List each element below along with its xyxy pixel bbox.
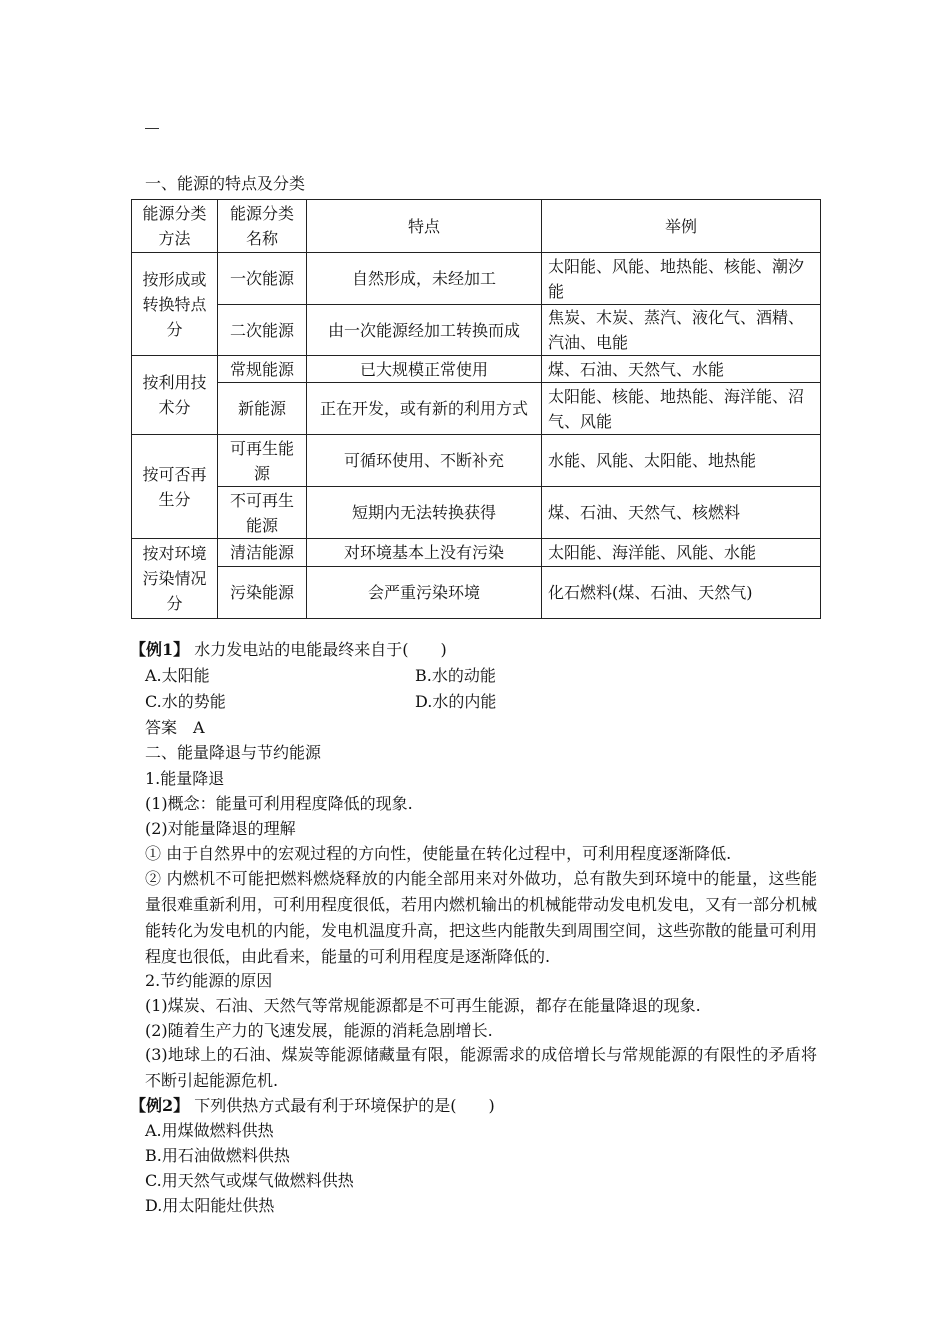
top-dash-mark [145,128,159,129]
group-method: 按对环境污染情况分 [132,539,218,619]
energy-name: 可再生能源 [218,435,307,487]
table-row [132,356,821,383]
table-row [132,253,821,305]
energy-name: 常规能源 [218,356,307,383]
section-1-title: 一、能源的特点及分类 [145,174,306,193]
example-2-option-b: B.用石油做燃料供热 [145,1146,290,1165]
group-method: 按形成或转换特点分 [132,253,218,356]
group-method: 按利用技术分 [132,356,218,435]
energy-example: 煤、石油、天然气、核燃料 [542,487,821,539]
reason-3: (3)地球上的石油、煤炭等能源储藏量有限，能源需求的成倍增长与常规能源的有限性的矛盾将不断引起能源危机. [145,1045,817,1090]
energy-example: 太阳能、核能、地热能、海洋能、沼气、风能 [542,383,821,435]
energy-feature: 正在开发，或有新的利用方式 [307,383,542,435]
subsection-1-title: 1.能量降退 [145,769,225,788]
header-name: 能源分类名称 [218,200,307,253]
energy-feature: 已大规模正常使用 [307,356,542,383]
example-1-label: 【例1】 [130,640,190,659]
energy-example: 化石燃料(煤、石油、天然气) [542,567,821,619]
header-example: 举例 [542,200,821,253]
energy-example: 太阳能、海洋能、风能、水能 [542,539,821,567]
energy-name: 不可再生能源 [218,487,307,539]
example-1-question: 水力发电站的电能最终来自于( ) [194,640,447,659]
header-method: 能源分类方法 [132,200,218,253]
energy-name: 一次能源 [218,253,307,305]
example-2-question-line [130,1094,495,1118]
understanding-point-1: ① 由于自然界中的宏观过程的方向性，使能量在转化过程中，可利用程度逐渐降低. [145,844,732,863]
example-2-question: 下列供热方式最有利于环境保护的是( ) [194,1096,495,1115]
example-1-option-a: A.太阳能 [145,666,210,685]
energy-feature: 短期内无法转换获得 [307,487,542,539]
table-row [132,305,821,356]
example-2-option-c: C.用天然气或煤气做燃料供热 [145,1171,354,1190]
energy-feature: 由一次能源经加工转换而成 [307,305,542,356]
energy-name: 二次能源 [218,305,307,356]
table-header-row [132,200,821,253]
energy-feature: 可循环使用、不断补充 [307,435,542,487]
concept-line: (1)概念：能量可利用程度降低的现象. [145,794,413,813]
example-1-option-c: C.水的势能 [145,692,226,711]
energy-name: 清洁能源 [218,539,307,567]
understanding-point-2: ② 内燃机不可能把燃料燃烧释放的内能全部用来对外做功，总有散失到环境中的能量，这些能量很难重新利用，可利用程度很低，若用内燃机输出的机械能带动发电机发电，又有一部分机械能转化为发电机的内能，发电机温度升高，把这些内能散失到周围空间，这些弥散的能量可利用程度也很低，由此看来，能量的可利用程度是逐渐降低的. [145,869,818,966]
energy-example: 太阳能、风能、地热能、核能、潮汐能 [542,253,821,305]
example-1-option-d: D.水的内能 [415,692,497,711]
reason-2: (2)随着生产力的飞速发展，能源的消耗急剧增长. [145,1021,493,1040]
table-row [132,383,821,435]
energy-example: 水能、风能、太阳能、地热能 [542,435,821,487]
energy-feature: 会严重污染环境 [307,567,542,619]
example-2-option-a: A.用煤做燃料供热 [145,1121,274,1140]
energy-example: 煤、石油、天然气、水能 [542,356,821,383]
energy-name: 污染能源 [218,567,307,619]
subsection-2-title: 2.节约能源的原因 [145,971,273,990]
table-row [132,435,821,487]
table-row [132,567,821,619]
energy-feature: 对环境基本上没有污染 [307,539,542,567]
example-2-option-d: D.用太阳能灶供热 [145,1196,275,1215]
table-row [132,487,821,539]
example-1-option-b: B.水的动能 [415,666,496,685]
energy-feature: 自然形成，未经加工 [307,253,542,305]
reason-1: (1)煤炭、石油、天然气等常规能源都是不可再生能源，都存在能量降退的现象. [145,996,701,1015]
energy-name: 新能源 [218,383,307,435]
example-2-label: 【例2】 [130,1096,190,1115]
example-1-question-line [130,638,447,662]
group-method: 按可否再生分 [132,435,218,539]
understanding-heading: (2)对能量降退的理解 [145,819,296,838]
energy-example: 焦炭、木炭、蒸汽、液化气、酒精、汽油、电能 [542,305,821,356]
energy-classification-table [131,199,821,619]
section-2-title: 二、能量降退与节约能源 [145,743,322,762]
header-feature: 特点 [307,200,542,253]
table-row [132,539,821,567]
example-1-answer: 答案 A [145,718,205,737]
